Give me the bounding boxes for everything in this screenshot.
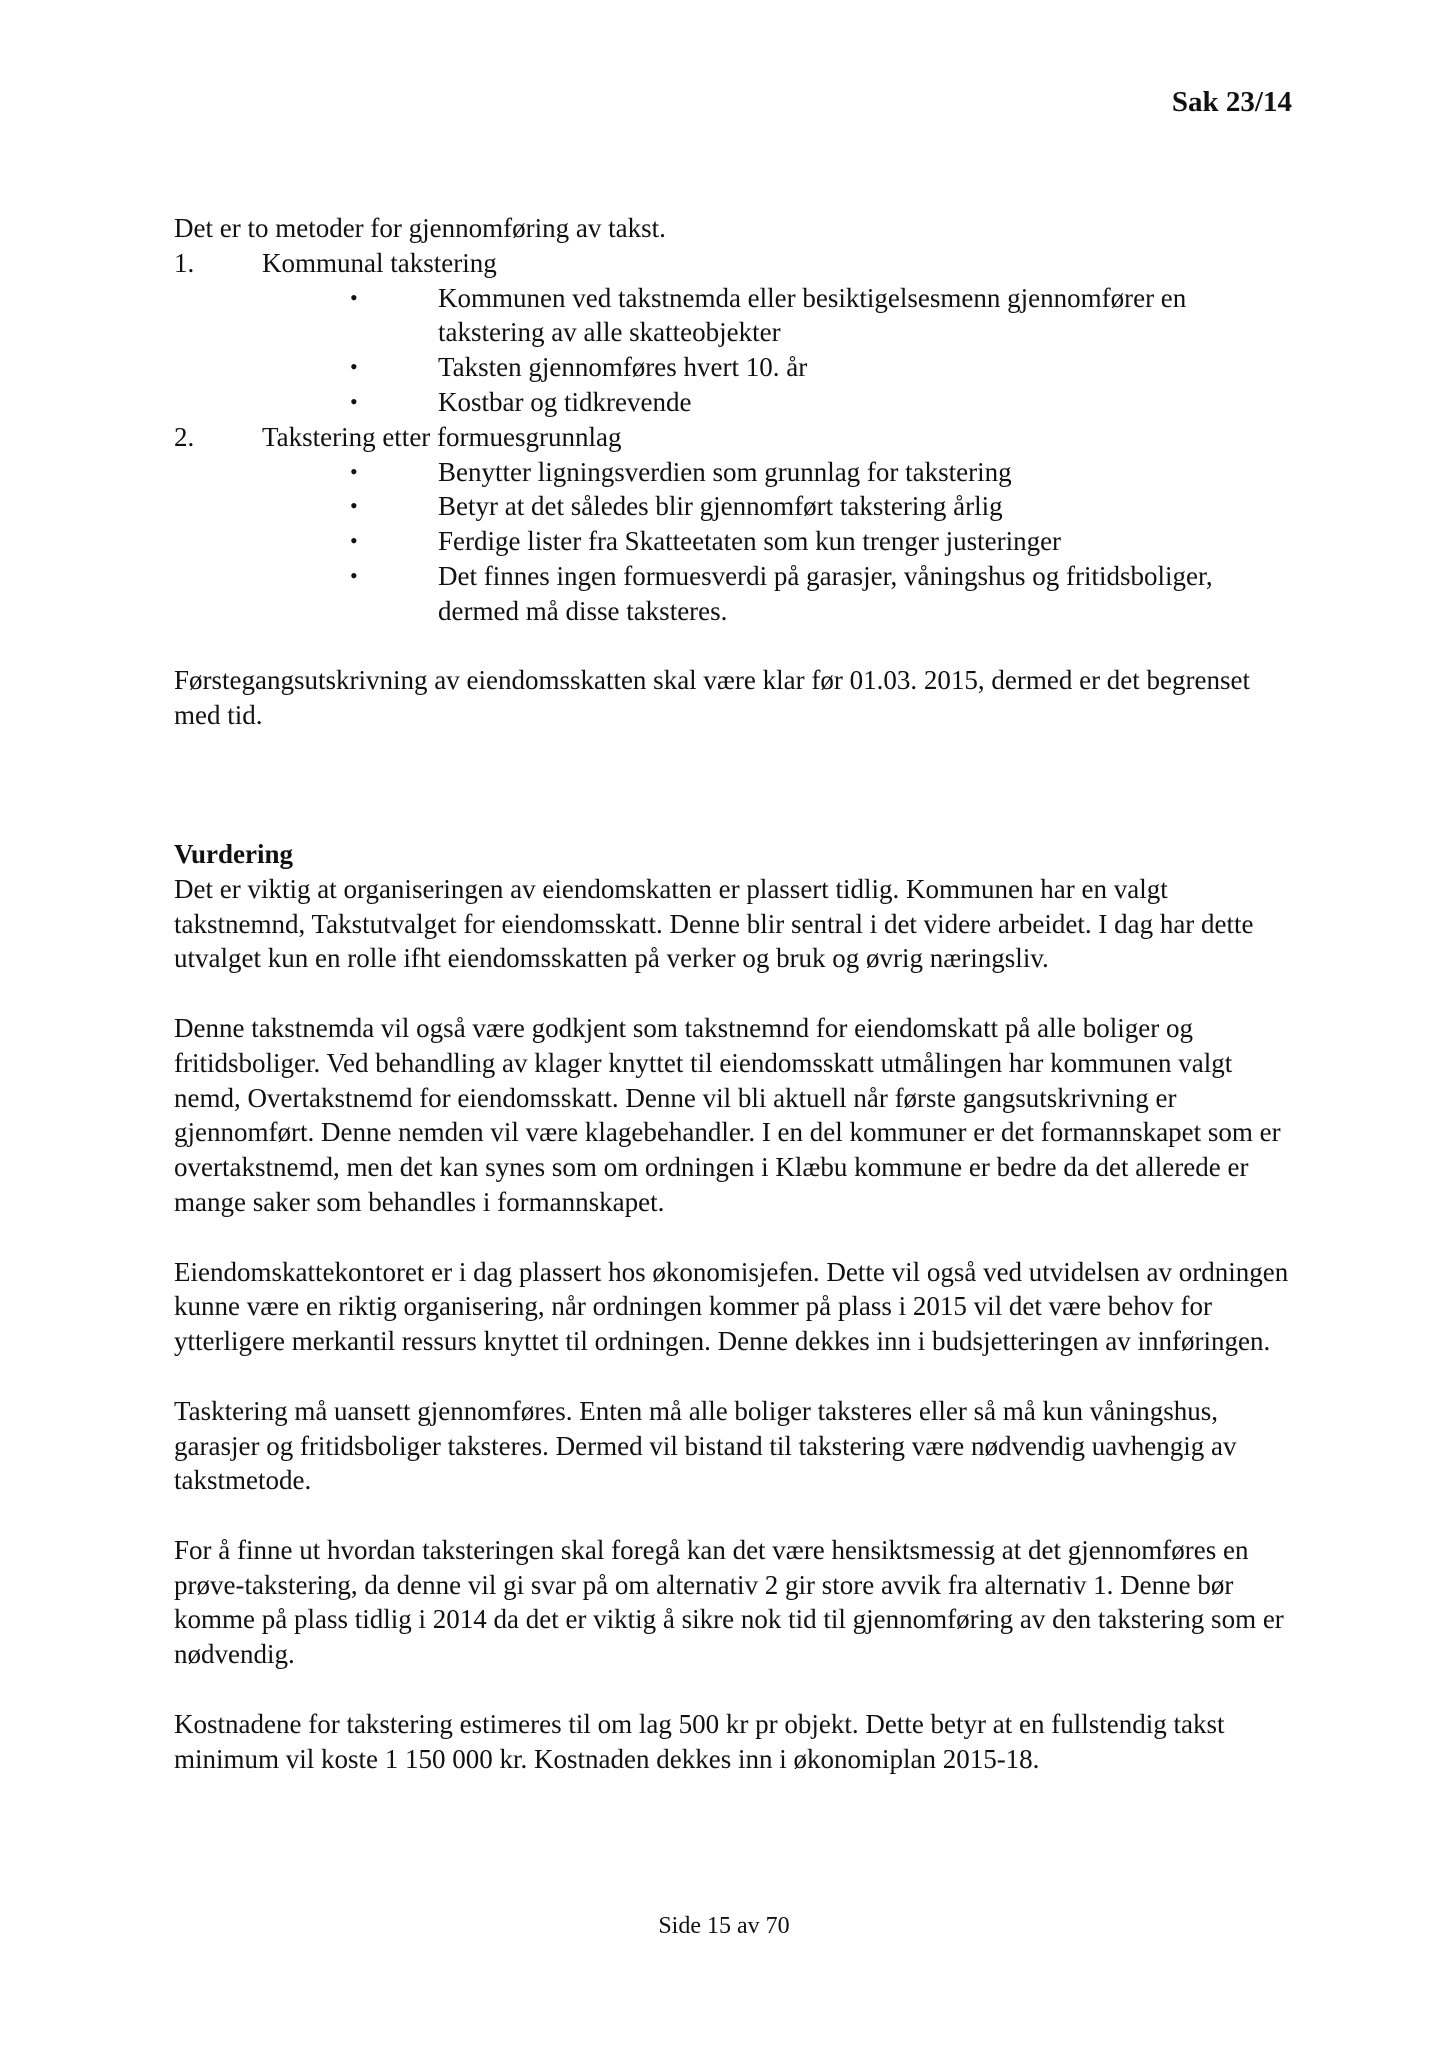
bullet-icon: • xyxy=(350,354,358,380)
document-body xyxy=(174,211,1294,1776)
method-item-2 xyxy=(174,420,1294,455)
bullet-icon: • xyxy=(350,458,358,484)
method-title: Kommunal takstering xyxy=(262,247,497,278)
list-item: • Kostbar og tidkrevende xyxy=(174,385,1294,420)
body-paragraph: Kostnadene for takstering estimeres til om lag 500 kr pr objekt. Dette betyr at en fullstendig takst minimum vil koste 1 150 000 kr. Kostnaden dekkes inn i økonomiplan 2015-18. xyxy=(174,1708,1225,1774)
method-item-1 xyxy=(174,246,1294,281)
page-number: Side 15 av 70 xyxy=(658,1913,790,1939)
body-paragraph: Denne takstnemda vil også være godkjent som takstnemnd for eiendomskatt på alle boliger og fritidsboliger. Ved behandling av klager knyttet til eiendomsskatt utmålingen har kommunen valgt nemd, Overtakstnemd for eiendomsskatt. Denne vil bli aktuell når første gangsutskrivning er gjennomført. Denne nemden vil være klagebehandler. I en del kommuner er det formannskapet som er overtakstnemd, men det kan synes som om ordningen i Klæbu kommune er bedre da det allerede er mange saker som behandles i formannskapet. xyxy=(174,1012,1281,1217)
section-heading: Vurdering xyxy=(174,838,294,869)
method-number: 1. xyxy=(174,247,195,278)
method-1-bullet-list xyxy=(174,281,1294,420)
bullet-icon: • xyxy=(350,284,358,310)
list-item: • Ferdige lister fra Skatteetaten som kun trenger justeringer xyxy=(174,524,1294,559)
method-2-bullet-list xyxy=(174,455,1294,629)
intro-paragraph: Det er to metoder for gjennomføring av takst. xyxy=(174,213,666,243)
body-paragraph: For å finne ut hvordan taksteringen skal foregå kan det være hensiktsmessig at det gjennomføres en prøve-takstering, da denne vil gi svar på om alternativ 2 gir store avvik fra alternativ 1. Denne bør komme på plass tidlig i 2014 da det er viktig å sikre nok tid til gjennomføring av den takstering som er nødvendig. xyxy=(174,1534,1284,1670)
list-item: • Taksten gjennomføres hvert 10. år xyxy=(174,350,1294,385)
method-title: Takstering etter formuesgrunnlag xyxy=(262,421,622,452)
bullet-icon: • xyxy=(350,493,358,519)
case-reference: Sak 23/14 xyxy=(1171,86,1292,118)
method-number: 2. xyxy=(174,421,195,452)
body-paragraph: Det er viktig at organiseringen av eiendomskatten er plassert tidlig. Kommunen har en valgt takstnemnd, Takstutvalget for eiendomsskatt. Denne blir sentral i det videre arbeidet. I dag har dette utvalget kun en rolle ifht eiendomsskatten på verker og bruk og øvrig næringsliv. xyxy=(174,873,1254,974)
body-paragraph: Eiendomskattekontoret er i dag plassert hos økonomisjefen. Dette vil også ved utvidelsen av ordningen kunne være en riktig organisering, når ordningen kommer på plass i 2015 vil det være behov for ytterligere merkantil ressurs knyttet til ordningen. Denne dekkes inn i budsjetteringen av innføringen. xyxy=(174,1256,1289,1357)
list-item: • Kommunen ved takstnemda eller besiktigelsesmenn gjennomfører en takstering av alle skatteobjekter xyxy=(350,282,1187,348)
deadline-paragraph: Førstegangsutskrivning av eiendomsskatten skal være klar før 01.03. 2015, dermed er det begrenset med tid. xyxy=(174,665,1250,731)
bullet-icon: • xyxy=(350,562,358,588)
list-item: • Benytter ligningsverdien som grunnlag for takstering xyxy=(174,455,1294,490)
list-item: • Det finnes ingen formuesverdi på garasjer, våningshus og fritidsboliger, dermed må disse taksteres. xyxy=(350,560,1213,626)
list-item: • Betyr at det således blir gjennomført takstering årlig xyxy=(174,489,1294,524)
bullet-icon: • xyxy=(350,388,358,414)
bullet-icon: • xyxy=(350,528,358,554)
body-paragraph: Tasktering må uansett gjennomføres. Enten må alle boliger taksteres eller så må kun våningshus, garasjer og fritidsboliger taksteres. Dermed vil bistand til takstering være nødvendig uavhengig av takstmetode. xyxy=(174,1395,1237,1496)
